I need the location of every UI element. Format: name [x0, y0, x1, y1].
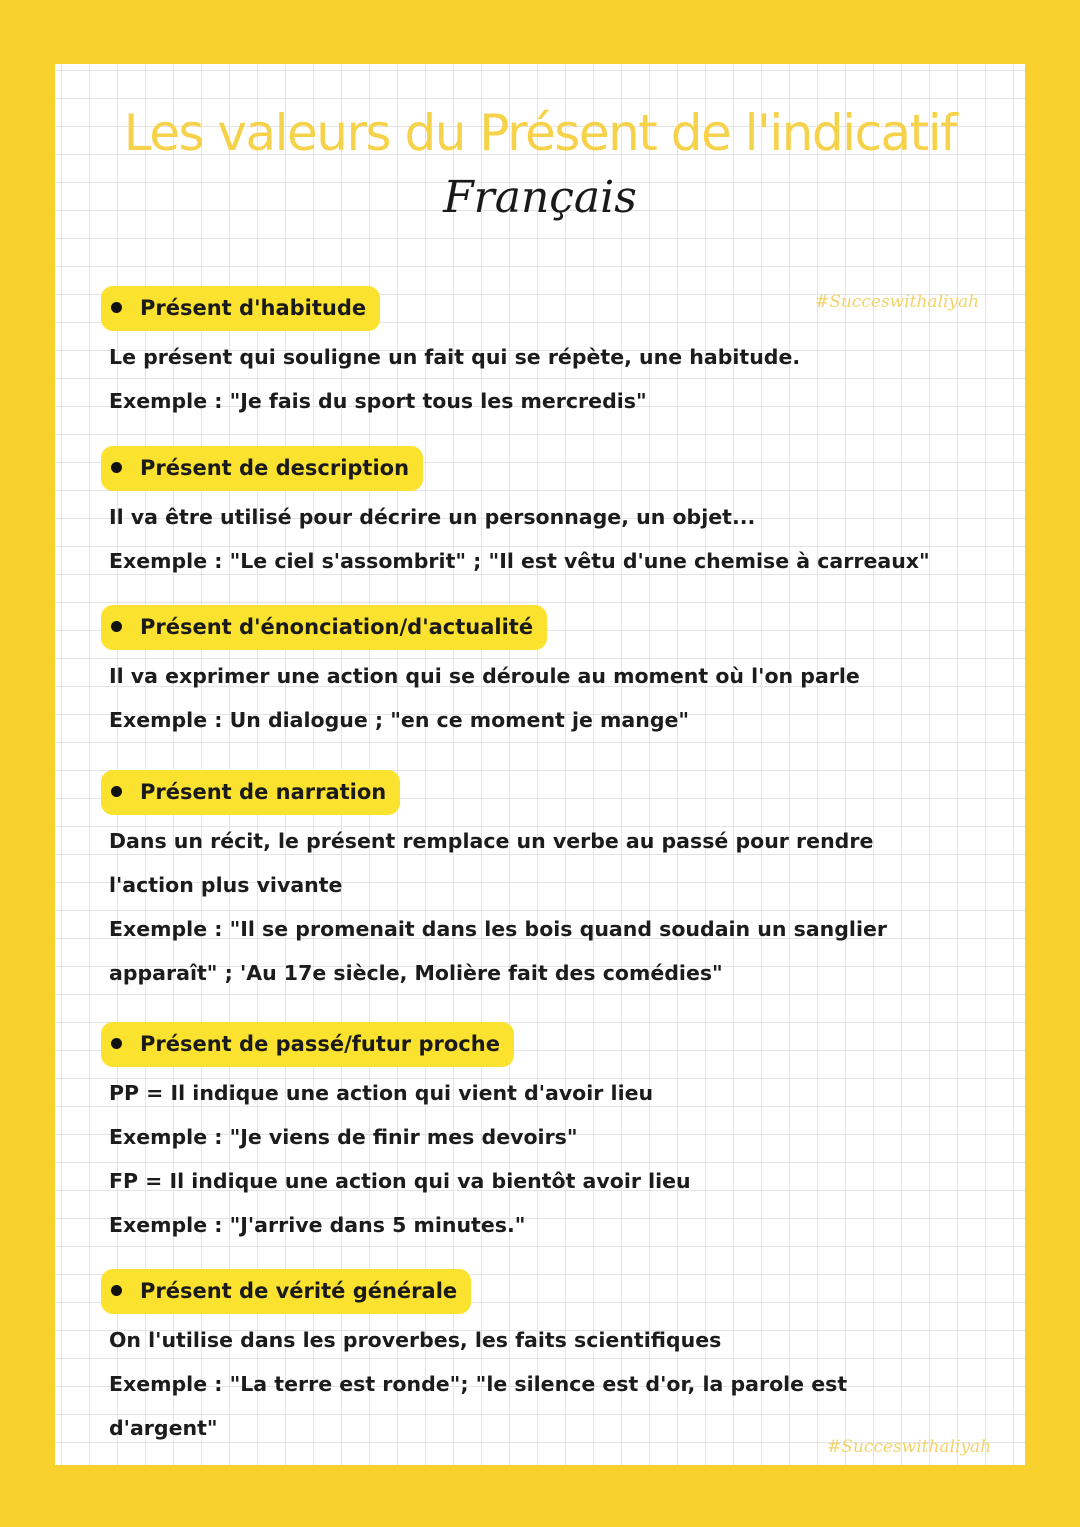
bullet-icon — [111, 302, 122, 313]
text-line: l'action plus vivante — [109, 873, 343, 897]
text-line: FP = Il indique une action qui va bientôt avoir lieu — [109, 1169, 691, 1193]
section-heading — [101, 1022, 514, 1067]
example-line: d'argent" — [109, 1416, 218, 1440]
section-passe-futur-proche — [101, 1022, 981, 1247]
section-heading — [101, 446, 423, 491]
example-line: Exemple : "J'arrive dans 5 minutes." — [109, 1213, 526, 1237]
heading-text: Présent d'énonciation/d'actualité — [140, 615, 534, 639]
example-line: Exemple : "Je fais du sport tous les mercredis" — [109, 389, 647, 413]
example-line: apparaît" ; 'Au 17e siècle, Molière fait des comédies" — [109, 961, 723, 985]
section-body — [101, 335, 981, 423]
text-line: Il va être utilisé pour décrire un personnage, un objet... — [109, 505, 756, 529]
section-narration — [101, 770, 981, 995]
bullet-icon — [111, 462, 122, 473]
text-line: PP = Il indique une action qui vient d'avoir lieu — [109, 1081, 654, 1105]
example-line: Exemple : Un dialogue ; "en ce moment je mange" — [109, 708, 690, 732]
bullet-icon — [111, 621, 122, 632]
note-sheet — [55, 64, 1025, 1465]
heading-text: Présent de narration — [140, 780, 387, 804]
text-line: Le présent qui souligne un fait qui se répète, une habitude. — [109, 345, 801, 369]
text-line: Dans un récit, le présent remplace un verbe au passé pour rendre — [109, 829, 874, 853]
example-line: Exemple : "Le ciel s'assombrit" ; "Il est vêtu d'une chemise à carreaux" — [109, 549, 930, 573]
heading-text: Présent de passé/futur proche — [140, 1032, 500, 1056]
heading-text: Présent de description — [140, 456, 410, 480]
page-title: Les valeurs du Présent de l'indicatif — [123, 104, 957, 162]
section-heading — [101, 1269, 471, 1314]
example-line: Exemple : "Il se promenait dans les bois quand soudain un sanglier — [109, 917, 887, 941]
section-enonciation — [101, 605, 981, 742]
section-verite-generale — [101, 1269, 981, 1450]
heading-text: Présent d'habitude — [140, 296, 367, 320]
section-heading — [101, 605, 547, 650]
bullet-icon — [111, 786, 122, 797]
section-heading — [101, 770, 400, 815]
section-habitude — [101, 286, 981, 423]
heading-text: Présent de vérité générale — [140, 1279, 458, 1303]
example-line: Exemple : "La terre est ronde"; "le silence est d'or, la parole est — [109, 1372, 848, 1396]
watermark-top: #Succeswithaliyah — [815, 292, 980, 312]
section-body — [101, 495, 981, 583]
example-line: Exemple : "Je viens de finir mes devoirs" — [109, 1125, 578, 1149]
page-subtitle: Français — [443, 172, 637, 223]
section-description — [101, 446, 981, 583]
bullet-icon — [111, 1038, 122, 1049]
watermark-bottom: #Succeswithaliyah — [827, 1437, 992, 1457]
section-body — [101, 819, 981, 995]
bullet-icon — [111, 1285, 122, 1296]
text-line: On l'utilise dans les proverbes, les faits scientifiques — [109, 1328, 722, 1352]
section-body — [101, 1071, 981, 1247]
section-body — [101, 654, 981, 742]
text-line: Il va exprimer une action qui se déroule au moment où l'on parle — [109, 664, 860, 688]
section-body — [101, 1318, 981, 1450]
section-heading — [101, 286, 380, 331]
